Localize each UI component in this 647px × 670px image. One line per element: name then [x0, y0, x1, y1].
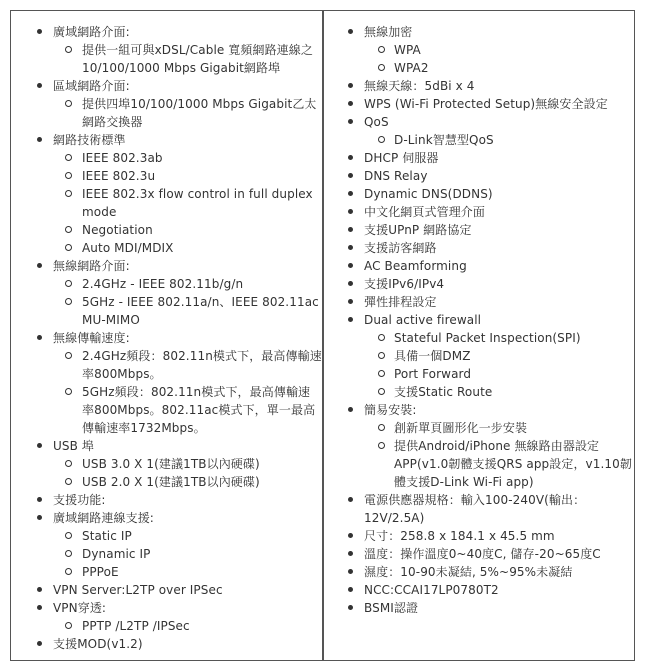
- spec-item: [11, 437, 322, 491]
- spec-item-label: AC Beamforming: [364, 259, 467, 273]
- spec-item-label: 簡易安裝:: [364, 403, 417, 417]
- spec-subitem: Negotiation: [53, 221, 322, 239]
- spec-item: [324, 203, 634, 221]
- spec-item-label: QoS: [364, 115, 389, 129]
- spec-item: [11, 329, 322, 437]
- spec-subitem: Static IP: [53, 527, 322, 545]
- spec-sublist: [53, 275, 322, 329]
- spec-subitem: 5GHz頻段：802.11n模式下，最高傳輸速率800Mbps。802.11ac模式下，單一最高傳輸速率1732Mbps。: [53, 383, 322, 437]
- spec-column-left: [11, 11, 324, 660]
- spec-subitem: Stateful Packet Inspection(SPI): [364, 329, 634, 347]
- spec-subitem: Auto MDI/MDIX: [53, 239, 322, 257]
- spec-subitem: D-Link智慧型QoS: [364, 131, 634, 149]
- spec-subitem: Port Forward: [364, 365, 634, 383]
- spec-item: [324, 491, 634, 527]
- spec-item: [11, 77, 322, 131]
- spec-item: [324, 221, 634, 239]
- spec-item: [324, 275, 634, 293]
- spec-list-right: [324, 23, 634, 617]
- spec-subitem: WPA2: [364, 59, 634, 77]
- spec-subitem: IEEE 802.3ab: [53, 149, 322, 167]
- spec-item-label: BSMI認證: [364, 601, 419, 615]
- spec-item: [324, 95, 634, 113]
- spec-subitem: USB 2.0 X 1(建議1TB以內硬碟): [53, 473, 322, 491]
- spec-subitem: 具備一個DMZ: [364, 347, 634, 365]
- spec-list-left: [11, 23, 322, 653]
- spec-sublist: [364, 329, 634, 401]
- spec-item: [324, 239, 634, 257]
- spec-sublist: [364, 41, 634, 77]
- spec-column-right: [324, 11, 634, 660]
- spec-item: [11, 509, 322, 581]
- spec-item: [11, 635, 322, 653]
- spec-item-label: 無線網路介面:: [53, 259, 130, 273]
- spec-item: [324, 545, 634, 563]
- spec-item: [11, 599, 322, 635]
- spec-subitem: 創新單頁圖形化一步安裝: [364, 419, 634, 437]
- spec-subitem: 支援Static Route: [364, 383, 634, 401]
- spec-subitem: WPA: [364, 41, 634, 59]
- spec-item-label: Dynamic DNS(DDNS): [364, 187, 493, 201]
- spec-subitem: PPPoE: [53, 563, 322, 581]
- spec-item-label: 支援UPnP 網路協定: [364, 223, 472, 237]
- spec-subitem: 5GHz - IEEE 802.11a/n、IEEE 802.11ac MU-MIMO: [53, 293, 322, 329]
- spec-item-label: 無線天線：5dBi x 4: [364, 79, 475, 93]
- spec-item: [11, 581, 322, 599]
- spec-item: [11, 131, 322, 257]
- spec-sublist: [53, 149, 322, 257]
- spec-item: [324, 77, 634, 95]
- spec-item-label: 中文化網頁式管理介面: [364, 205, 486, 219]
- spec-item-label: 尺寸：258.8 x 184.1 x 45.5 mm: [364, 529, 555, 543]
- spec-item-label: 網路技術標準: [53, 133, 126, 147]
- spec-subitem: 提供Android/iPhone 無線路由器設定APP(v1.0韌體支援QRS app設定，v1.10韌體支援D-Link Wi-Fi app): [364, 437, 634, 491]
- spec-item-label: NCC:CCAI17LP0780T2: [364, 583, 499, 597]
- spec-item: [324, 599, 634, 617]
- spec-item-label: USB 埠: [53, 439, 94, 453]
- spec-item: [324, 581, 634, 599]
- spec-sublist: [53, 617, 322, 635]
- spec-subitem: 提供一組可與xDSL/Cable 寬頻網路連線之10/100/1000 Mbps Gigabit網路埠: [53, 41, 322, 77]
- spec-item: [324, 167, 634, 185]
- spec-item-label: 支援IPv6/IPv4: [364, 277, 445, 291]
- spec-item: [11, 491, 322, 509]
- spec-item-label: 支援MOD(v1.2): [53, 637, 143, 651]
- spec-table: [10, 10, 635, 661]
- spec-sublist: [53, 41, 322, 77]
- spec-item-label: 無線傳輸速度:: [53, 331, 130, 345]
- spec-subitem: IEEE 802.3u: [53, 167, 322, 185]
- spec-item-label: 支援功能:: [53, 493, 106, 507]
- spec-item-label: 電源供應器規格：輸入100-240V(輸出：12V/2.5A): [364, 493, 586, 525]
- spec-item-label: 廣域網路介面:: [53, 25, 130, 39]
- spec-item-label: DNS Relay: [364, 169, 428, 183]
- spec-item-label: VPN Server:L2TP over IPSec: [53, 583, 223, 597]
- spec-sublist: [53, 347, 322, 437]
- spec-item: [324, 293, 634, 311]
- spec-item: [324, 257, 634, 275]
- spec-item-label: Dual active firewall: [364, 313, 482, 327]
- spec-subitem: 提供四埠10/100/1000 Mbps Gigabit乙太網路交換器: [53, 95, 322, 131]
- spec-subitem: USB 3.0 X 1(建議1TB以內硬碟): [53, 455, 322, 473]
- spec-sublist: [364, 419, 634, 491]
- spec-item: [324, 113, 634, 149]
- spec-item: [324, 149, 634, 167]
- spec-item-label: 廣域網路連線支援:: [53, 511, 154, 525]
- spec-item-label: 無線加密: [364, 25, 413, 39]
- spec-subitem: 2.4GHz頻段：802.11n模式下，最高傳輸速率800Mbps。: [53, 347, 322, 383]
- spec-subitem: 2.4GHz - IEEE 802.11b/g/n: [53, 275, 322, 293]
- spec-item: [324, 185, 634, 203]
- spec-item: [324, 563, 634, 581]
- spec-sublist: [53, 95, 322, 131]
- spec-sublist: [53, 527, 322, 581]
- spec-item-label: WPS (Wi-Fi Protected Setup)無線安全設定: [364, 97, 608, 111]
- spec-item-label: 支援訪客網路: [364, 241, 437, 255]
- spec-subitem: Dynamic IP: [53, 545, 322, 563]
- spec-subitem: PPTP /L2TP /IPSec: [53, 617, 322, 635]
- spec-item: [11, 23, 322, 77]
- spec-sublist: [364, 131, 634, 149]
- spec-item: [324, 527, 634, 545]
- spec-sublist: [53, 455, 322, 491]
- spec-item: [11, 257, 322, 329]
- spec-item-label: 彈性排程設定: [364, 295, 437, 309]
- spec-subitem: IEEE 802.3x flow control in full duplex mode: [53, 185, 322, 221]
- spec-item: [324, 401, 634, 491]
- spec-item-label: DHCP 伺服器: [364, 151, 439, 165]
- spec-item: [324, 311, 634, 401]
- spec-item: [324, 23, 634, 77]
- spec-item-label: VPN穿透:: [53, 601, 107, 615]
- spec-item-label: 溫度：操作溫度0~40度C, 儲存-20~65度C: [364, 547, 601, 561]
- spec-item-label: 區域網路介面:: [53, 79, 130, 93]
- spec-item-label: 濕度：10-90未凝結, 5%~95%未凝結: [364, 565, 573, 579]
